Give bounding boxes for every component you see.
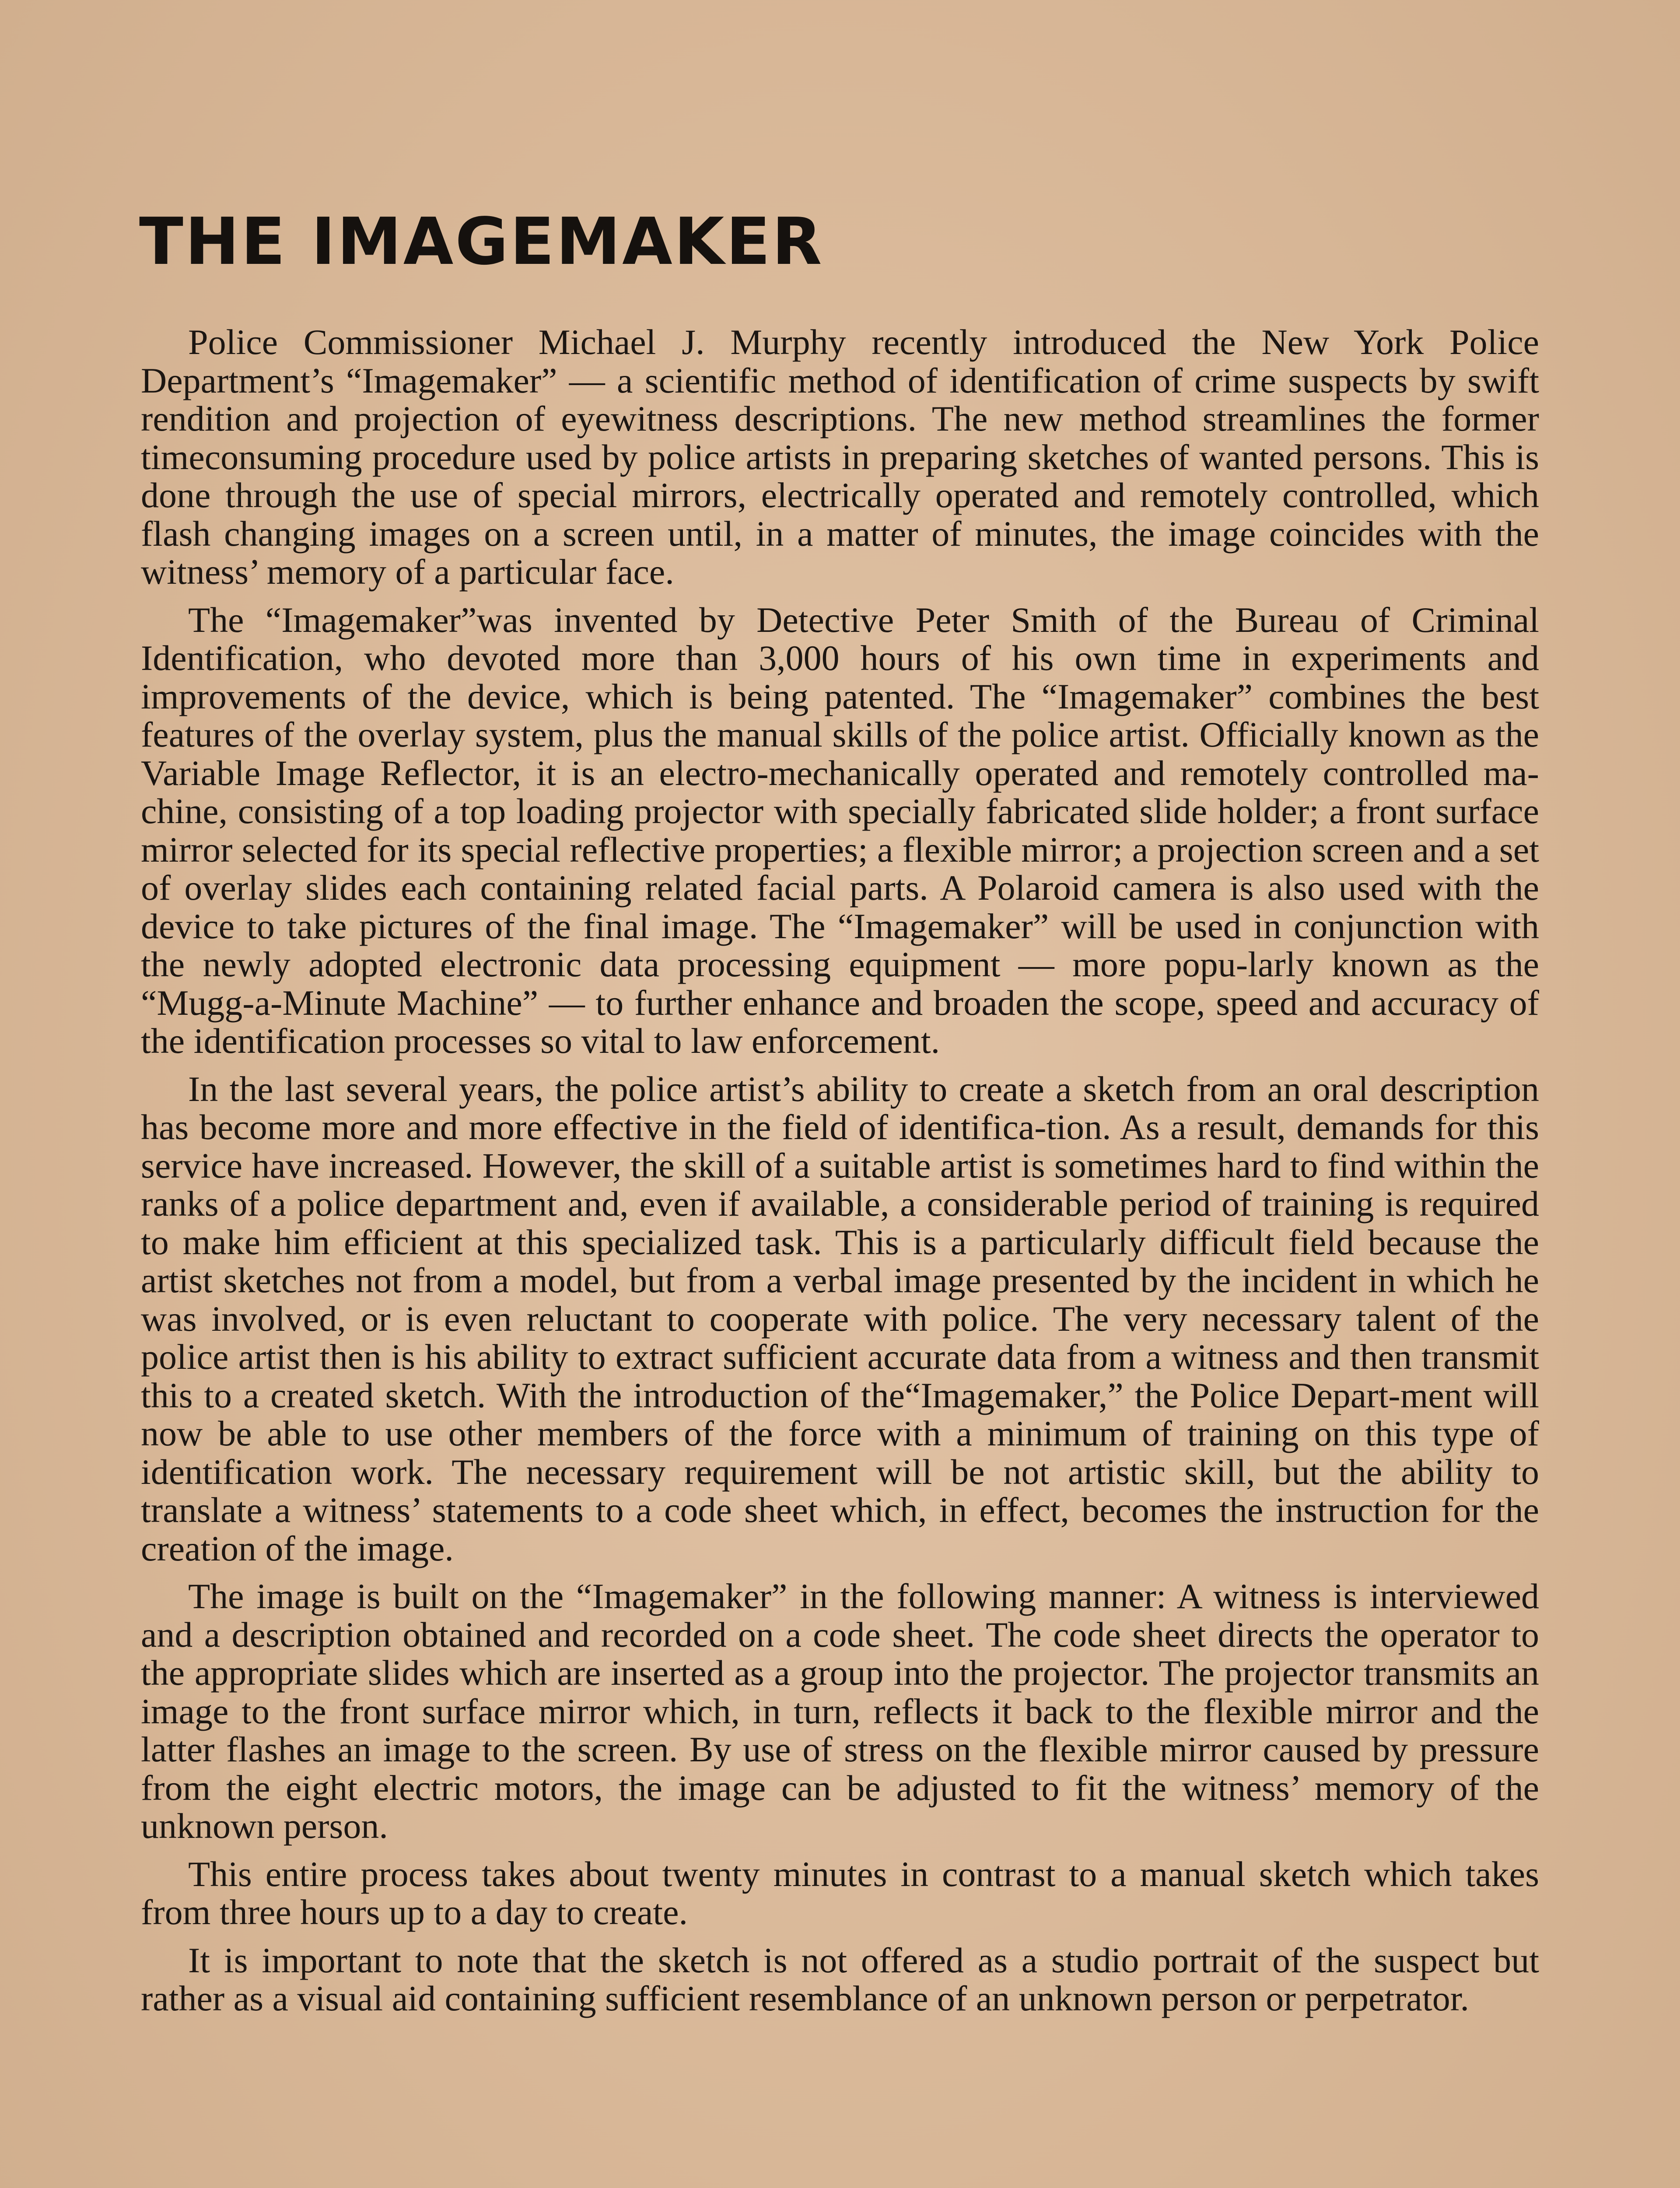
article-paragraph: Police Commissioner Michael J. Murphy recently introduced the New York Police Department’s “Imagemaker” — a scientific method of identification of crime suspects by swift rendition and projection of eyewitness descriptions. The new method streamlines the former timeconsuming procedure used by police artists in preparing sketches of wanted persons. This is done through the use of special mirrors, electrically operated and remotely controlled, which flash changing images on a screen until, in a matter of minutes, the image coincides with the witness’ memory of a particular face. <box>141 322 1539 592</box>
article-paragraph: The “Imagemaker”was invented by Detective Peter Smith of the Bureau of Criminal Identification, who devoted more than 3,000 hours of his own time in experiments and improvements of the device, which is being patented. The “Imagemaker” combines the best features of the overlay system, plus the manual skills of the police artist. Officially known as the Variable Image Reflector, it is an electro-mechanically operated and remotely controlled ma-chine, consisting of a top loading projector with specially fabricated slide holder; a front surface mirror selected for its special reflective properties; a flexible mirror; a projection screen and a set of overlay slides each containing related facial parts. A Polaroid camera is also used with the device to take pictures of the final image. The “Imagemaker” will be used in conjunction with the newly adopted electronic data processing equipment — more popu-larly known as the “Mugg-a-Minute Machine” — to further enhance and broaden the scope, speed and accuracy of the identification processes so vital to law enforcement. <box>141 600 1539 1061</box>
article-paragraph: This entire process takes about twenty minutes in contrast to a manual sketch which takes from three hours up to a day to create. <box>141 1854 1539 1932</box>
article-body <box>141 323 1539 2027</box>
article-paragraph: It is important to note that the sketch is not offered as a studio portrait of the suspect but rather as a visual aid containing sufficient resemblance of an unknown person or perpetrator. <box>141 1940 1539 2018</box>
article-title: THE IMAGEMAKER <box>139 204 824 279</box>
article-paragraph: In the last several years, the police artist’s ability to create a sketch from an oral description has become more and more effective in the field of identifica-tion. As a result, demands for this service have increased. However, the skill of a suitable artist is sometimes hard to find within the ranks of a police department and, even if available, a considerable period of training is required to make him efficient at this specialized task. This is a particularly difficult field because the artist sketches not from a model, but from a verbal image presented by the incident in which he was involved, or is even reluctant to cooperate with police. The very necessary talent of the police artist then is his ability to extract sufficient accurate data from a witness and then transmit this to a created sketch. With the introduction of the“Imagemaker,” the Police Depart-ment will now be able to use other members of the force with a minimum of training on this type of identification work. The necessary requirement will be not artistic skill, but the ability to translate a witness’ statements to a code sheet which, in effect, becomes the instruction for the creation of the image. <box>141 1069 1539 1568</box>
article-paragraph: The image is built on the “Imagemaker” in the following manner: A witness is interviewed and a description obtained and recorded on a code sheet. The code sheet directs the operator to the appropriate slides which are inserted as a group into the projector. The projector transmits an image to the front surface mirror which, in turn, reflects it back to the flexible mirror and the latter flashes an image to the screen. By use of stress on the flexible mirror caused by pressure from the eight electric motors, the image can be adjusted to fit the witness’ memory of the unknown person. <box>141 1576 1539 1846</box>
